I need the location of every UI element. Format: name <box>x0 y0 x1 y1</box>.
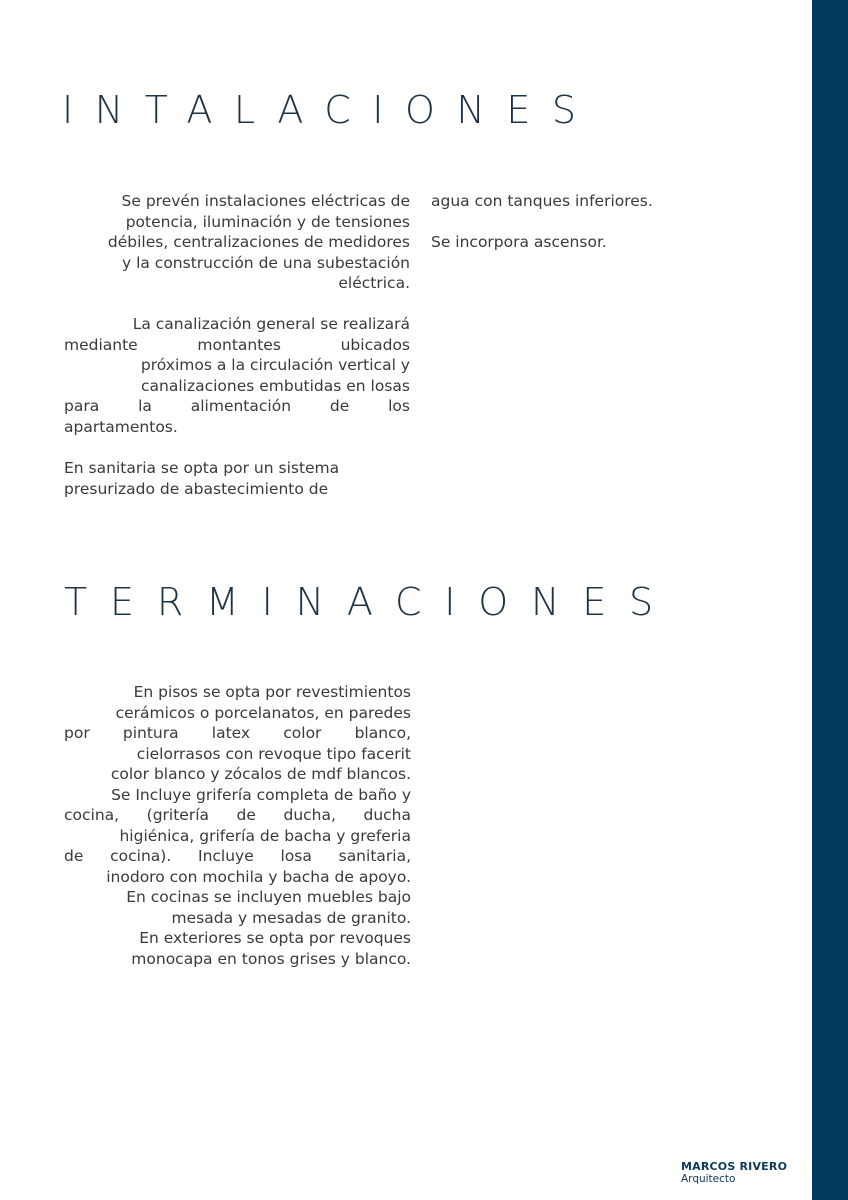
text-line: En sanitaria se opta por un sistema <box>64 459 340 477</box>
text-line: apartamentos. <box>64 417 178 436</box>
text-line: débiles, centralizaciones de medidores <box>107 233 410 251</box>
instalaciones-paragraph-sanitaria <box>64 458 410 499</box>
text-line: eléctrica. <box>338 274 410 292</box>
text-line: Se prevén instalaciones eléctricas de <box>121 192 410 210</box>
text-line: para la alimentación de los <box>64 397 410 415</box>
text-line: agua con tanques inferiores. <box>431 192 653 210</box>
text-line: monocapa en tonos grises y blanco. <box>131 949 411 968</box>
text-line: cerámicos o porcelanatos, en paredes <box>115 703 411 722</box>
terminaciones-paragraph <box>64 682 411 969</box>
text-line: de cocina). Incluye losa sanitaria, <box>64 847 411 865</box>
text-line: higiénica, grifería de bacha y greferia <box>119 826 411 845</box>
text-line: En cocinas se incluyen muebles bajo <box>126 888 411 906</box>
text-line: próximos a la circulación vertical y <box>140 356 410 374</box>
text-line: mediante montantes ubicados <box>64 335 410 354</box>
side-accent-band <box>812 0 848 1200</box>
brand-signature <box>681 1160 801 1186</box>
text-line: Se Incluye grifería completa de baño y <box>111 785 411 804</box>
text-line: y la construcción de una subestación <box>121 253 410 272</box>
text-line: La canalización general se realizará <box>132 315 410 333</box>
text-line: presurizado de abastecimiento de <box>64 479 329 498</box>
text-line: En pisos se opta por revestimientos <box>133 683 411 701</box>
text-line: inodoro con mochila y bacha de apoyo. <box>106 867 411 886</box>
brand-name: MARCOS RIVERO <box>681 1160 788 1173</box>
instalaciones-column-2 <box>431 191 691 253</box>
instalaciones-paragraph-electric <box>64 191 410 294</box>
text-line: color blanco y zócalos de mdf blancos. <box>110 765 411 783</box>
text-line: por pintura latex color blanco, <box>64 724 411 742</box>
text-line: cielorrasos con revoque tipo facerit <box>136 744 411 763</box>
instalaciones-paragraph-canalizacion <box>64 314 410 437</box>
text-line: Se incorpora ascensor. <box>431 233 607 251</box>
text-line: potencia, iluminación y de tensiones <box>125 212 410 231</box>
text-line: En exteriores se opta por revoques <box>139 929 411 947</box>
section-title-terminaciones: TERMINACIONES <box>64 580 676 624</box>
brand-role: Arquitecto <box>681 1173 736 1185</box>
section-title-instalaciones: INTALACIONES <box>62 88 598 132</box>
text-line: mesada y mesadas de granito. <box>171 908 411 927</box>
text-line: canalizaciones embutidas en losas <box>140 376 410 395</box>
text-line: cocina, (gritería de ducha, ducha <box>64 806 411 824</box>
